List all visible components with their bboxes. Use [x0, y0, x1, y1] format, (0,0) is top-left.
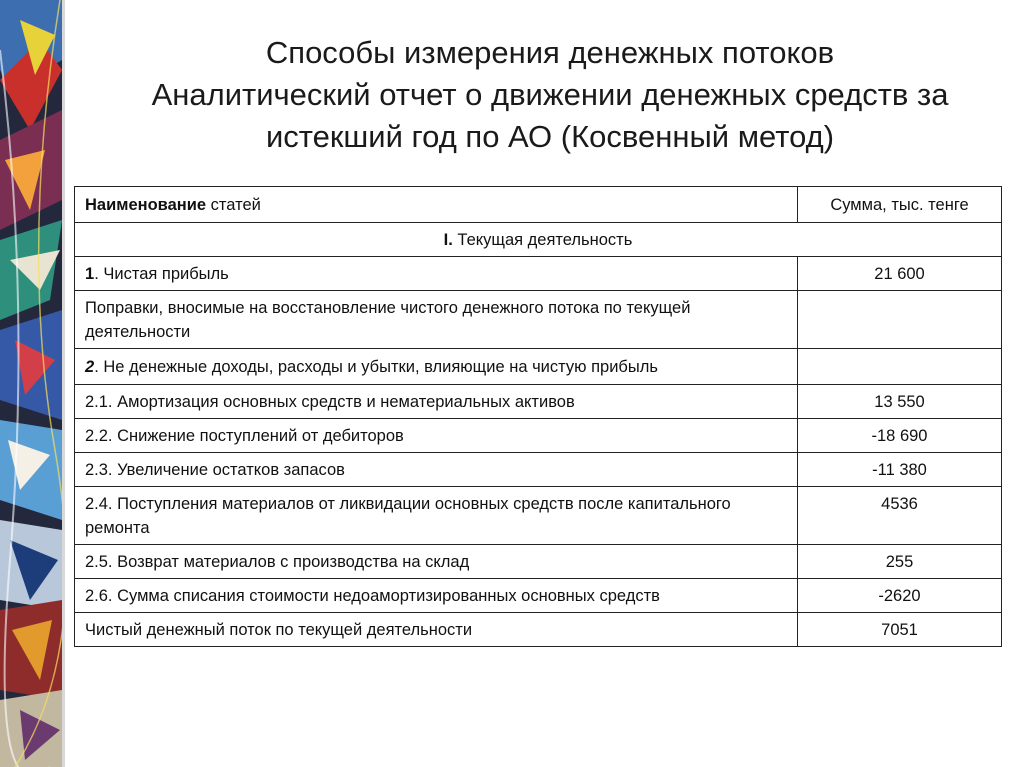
- row-label-text: . Не денежные доходы, расходы и убытки, влияющие на чистую прибыль: [94, 357, 658, 376]
- table-row: [75, 349, 1002, 385]
- row-label: 2.6. Сумма списания стоимости недоамортизированных основных средств: [75, 579, 798, 613]
- header-name-cell: [75, 187, 798, 223]
- row-label: 2.4. Поступления материалов от ликвидации основных средств после капитального ремонта: [75, 487, 798, 545]
- table-row: [75, 291, 1002, 349]
- row-value: 7051: [798, 613, 1002, 647]
- table-row: [75, 545, 1002, 579]
- title-line-1: Способы измерения денежных потоков: [265, 35, 835, 70]
- table-row: [75, 487, 1002, 545]
- row-number: 2: [85, 357, 95, 376]
- row-label: [75, 257, 798, 291]
- section-cell: [75, 223, 1002, 257]
- slide-title: [80, 32, 1020, 158]
- table-row: [75, 453, 1002, 487]
- table-header-row: [75, 187, 1002, 223]
- header-name-rest: статей: [206, 195, 261, 214]
- table-row: [75, 419, 1002, 453]
- row-value: 21 600: [798, 257, 1002, 291]
- table-row: [75, 385, 1002, 419]
- row-label: Поправки, вносимые на восстановление чистого денежного потока по текущей деятельности: [75, 291, 798, 349]
- row-value: -18 690: [798, 419, 1002, 453]
- table-row: [75, 613, 1002, 647]
- row-value: 255: [798, 545, 1002, 579]
- row-label: 2.5. Возврат материалов с производства на склад: [75, 545, 798, 579]
- row-label: Чистый денежный поток по текущей деятельности: [75, 613, 798, 647]
- row-label: [75, 349, 798, 385]
- title-line-3: истекший год по АО (Косвенный метод): [265, 119, 835, 154]
- section-row: [75, 223, 1002, 257]
- row-value: -2620: [798, 579, 1002, 613]
- row-value: 13 550: [798, 385, 1002, 419]
- row-label-text: . Чистая прибыль: [94, 264, 229, 283]
- row-value: 4536: [798, 487, 1002, 545]
- row-value: [798, 349, 1002, 385]
- abstract-art-image: [0, 0, 62, 767]
- row-label: 2.3. Увеличение остатков запасов: [75, 453, 798, 487]
- cash-flow-table: [74, 186, 1002, 647]
- row-label: 2.1. Амортизация основных средств и нематериальных активов: [75, 385, 798, 419]
- table-row: [75, 257, 1002, 291]
- table-row: [75, 579, 1002, 613]
- row-number: 1: [85, 264, 95, 283]
- row-label: 2.2. Снижение поступлений от дебиторов: [75, 419, 798, 453]
- header-sum-cell: Сумма, тыс. тенге: [798, 187, 1002, 223]
- decorative-art-strip: [0, 0, 62, 767]
- strip-divider: [62, 0, 65, 767]
- row-value: [798, 291, 1002, 349]
- title-line-2: Аналитический отчет о движении денежных средств за: [151, 77, 949, 112]
- section-number: I.: [443, 230, 453, 249]
- header-name-bold: Наименование: [85, 195, 207, 214]
- section-label: Текущая деятельность: [452, 230, 633, 249]
- row-value: -11 380: [798, 453, 1002, 487]
